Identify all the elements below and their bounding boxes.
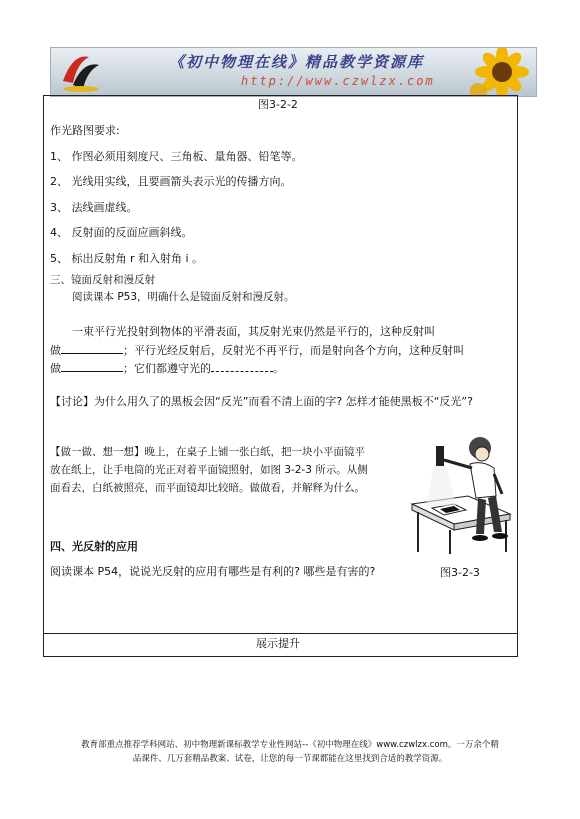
para-line3-end: 。	[273, 362, 284, 375]
section3-paragraph-line2	[50, 343, 464, 358]
banner-title: 《初中物理在线》精品教学资源库	[169, 53, 425, 71]
footer-line2: 品课件、几万套精品教案、试卷，让您的每一节课都能在这里找到合适的教学资源。	[132, 754, 448, 764]
bottom-row-label: 展示提升	[256, 637, 300, 650]
requirement-item-5: 5、 标出反射角 r 和入射角 i 。	[50, 252, 204, 265]
flashlight-experiment-illustration	[410, 434, 514, 562]
figure-caption-3-2-2: 图3-2-2	[258, 98, 298, 111]
discussion-question: 【讨论】为什么用久了的黑板会因“反光”而看不清上面的字? 怎样才能使黑板不“反光”?	[50, 395, 473, 408]
sunflower-icon	[470, 47, 534, 97]
section3-intro: 阅读课本 P53，明确什么是镜面反射和漫反射。	[72, 291, 295, 303]
frame-divider	[44, 633, 517, 634]
para-line3-start: 做	[50, 362, 61, 375]
section3-paragraph-line1: 一束平行光投射到物体的平滑表面，其反射光束仍然是平行的，这种反射叫	[72, 325, 435, 338]
para-line2-rest: ；平行光经反射后，反射光不再平行，而是射向各个方向，这种反射叫	[123, 344, 464, 357]
blank-specular-reflection[interactable]	[61, 343, 123, 354]
activity-line3: 面看去，白纸被照亮，而平面镜却比较暗。做做看，并解释为什么。	[50, 482, 365, 494]
blank-reflection-law[interactable]	[211, 361, 273, 372]
requirement-item-1: 1、 作图必须用刻度尺、三角板、量角器、铅笔等。	[50, 150, 303, 163]
para-line3-mid: ；它们都遵守光的	[123, 362, 211, 375]
requirement-item-2: 2、 光线用实线，且要画箭头表示光的传播方向。	[50, 175, 292, 188]
activity-line1: 【做一做、想一想】晚上，在桌子上铺一张白纸，把一块小平面镜平	[50, 446, 365, 458]
section3-paragraph-line3	[50, 361, 284, 376]
section3-title: 三、镜面反射和漫反射	[50, 274, 155, 286]
requirement-item-3: 3、 法线画虚线。	[50, 201, 138, 214]
figure-caption-3-2-3: 图3-2-3	[440, 566, 480, 579]
section4-text: 阅读课本 P54，说说光反射的应用有哪些是有利的? 哪些是有害的?	[50, 565, 376, 578]
activity-line2: 放在纸上，让手电筒的光正对着平面镜照射，如图 3-2-3 所示。从侧	[50, 464, 368, 476]
requirement-item-4: 4、 反射面的反面应画斜线。	[50, 226, 193, 239]
page-footer	[30, 738, 550, 766]
blank-diffuse-reflection[interactable]	[61, 361, 123, 372]
requirements-heading: 作光路图要求:	[50, 124, 120, 137]
footer-line1: 教育部重点推荐学科网站、初中物理新课标教学专业性网站--《初中物理在线》www.czwlzx.com。一万余个精	[81, 740, 499, 750]
banner-url[interactable]: http://www.czwlzx.com	[241, 74, 435, 88]
site-logo-icon	[59, 51, 103, 93]
section4-title: 四、光反射的应用	[50, 540, 138, 553]
para-line2-start: 做	[50, 344, 61, 357]
header-banner	[50, 47, 537, 97]
